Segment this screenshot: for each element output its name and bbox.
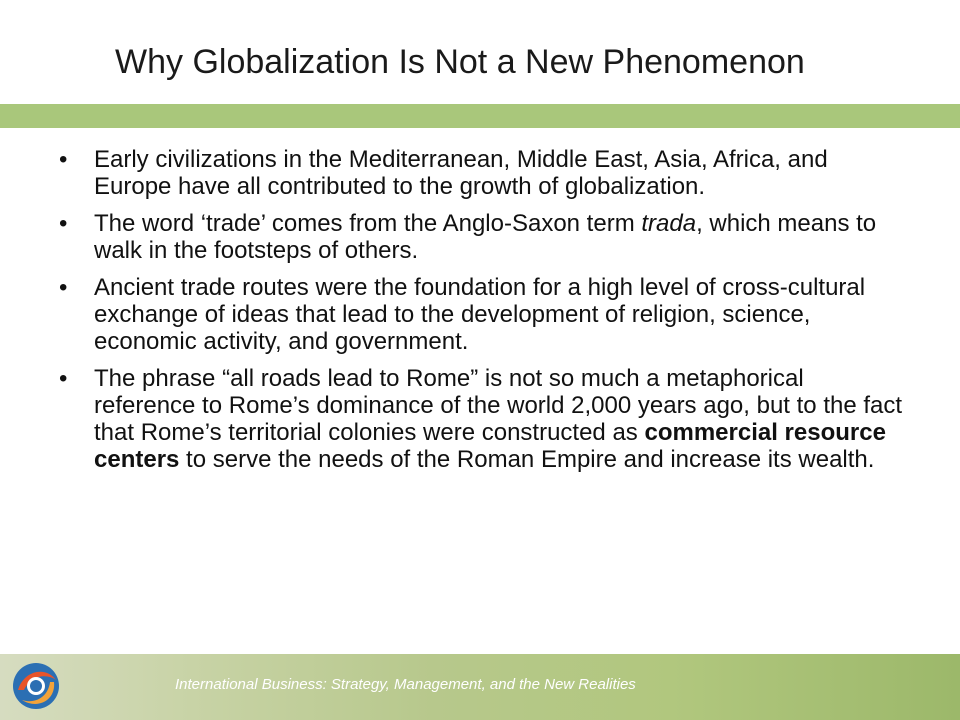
slide-title: Why Globalization Is Not a New Phenomenon bbox=[115, 43, 805, 81]
bullet-item bbox=[54, 365, 904, 473]
footer-banner bbox=[0, 654, 960, 720]
bullet-text-segment: commercial resource centers bbox=[94, 419, 886, 473]
bullet-text-segment: Early civilizations in the Mediterranean, Middle East, Asia, Africa, and Europe have all contributed to the growth of globalization. bbox=[94, 146, 828, 200]
bullet-item bbox=[54, 146, 904, 200]
bullet-marker: • bbox=[59, 365, 68, 392]
bullet-text-segment: trada bbox=[641, 210, 697, 237]
bullet-text-segment: to serve the needs of the Roman Empire and increase its wealth. bbox=[179, 446, 875, 473]
bullet-item bbox=[54, 274, 904, 355]
title-accent-bar bbox=[0, 104, 960, 128]
bullet-list bbox=[54, 146, 904, 483]
bullet-marker: • bbox=[59, 274, 68, 301]
bullet-marker: • bbox=[59, 210, 68, 237]
bullet-text-segment: Ancient trade routes were the foundation for a high level of cross-cultural exchange of ideas that lead to the development of religion, science, economic activity, and government. bbox=[94, 274, 866, 355]
bullet-marker: • bbox=[59, 146, 68, 173]
footer-text: International Business: Strategy, Management, and the New Realities bbox=[175, 676, 636, 693]
bullet-text-segment: The word ‘trade’ comes from the Anglo-Saxon term bbox=[94, 210, 642, 237]
bullet-text-segment: , which means to walk in the footsteps of others. bbox=[94, 210, 877, 264]
bullet-item bbox=[54, 210, 904, 264]
globe-swirl-icon bbox=[10, 660, 62, 712]
bullet-text-segment: The phrase “all roads lead to Rome” is not so much a metaphorical reference to Rome’s dominance of the world 2,000 years ago, but to the fact that Rome’s territorial colonies were constructed as bbox=[94, 365, 903, 446]
